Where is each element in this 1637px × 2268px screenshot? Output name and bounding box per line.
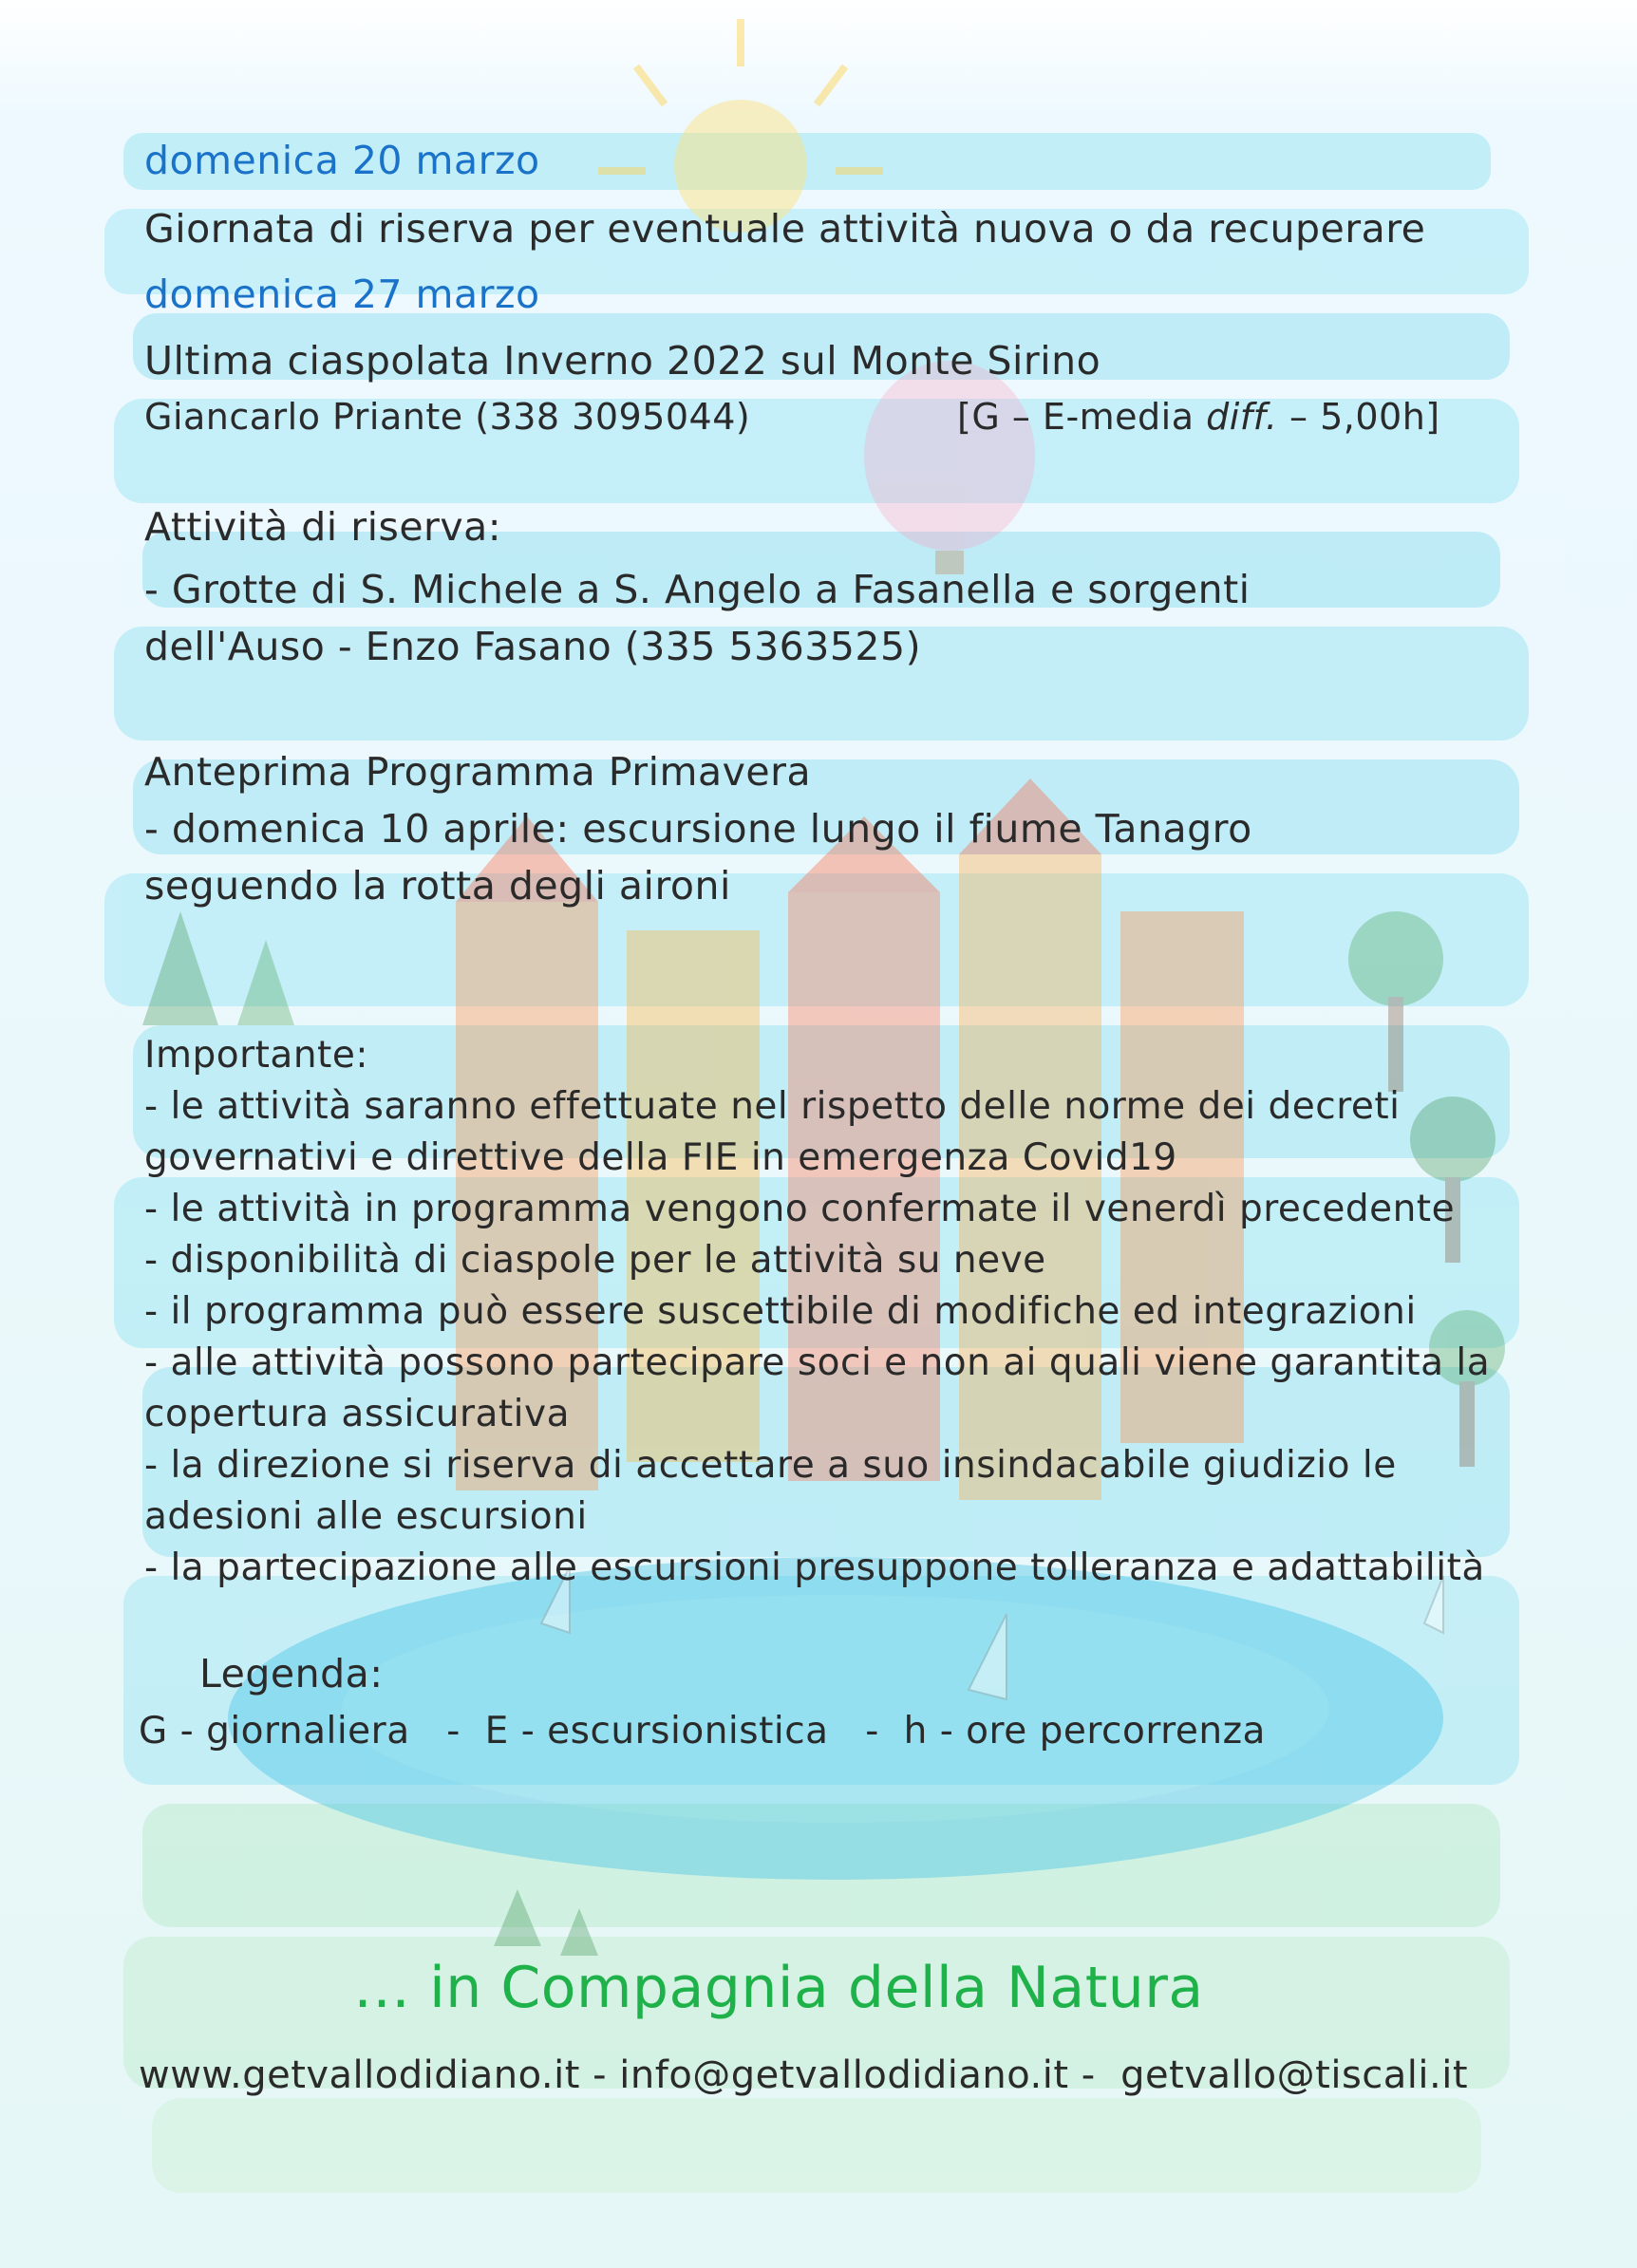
- important-line: - il programma può essere suscettibile di modifiche ed integrazioni: [144, 1290, 1417, 1333]
- event-description: Ultima ciaspolata Inverno 2022 sul Monte Sirino: [144, 338, 1101, 384]
- event-date: domenica 27 marzo: [144, 272, 540, 317]
- event-rating: [957, 397, 1440, 439]
- event-leader: Giancarlo Priante (338 3095044): [144, 396, 751, 438]
- preview-title: Anteprima Programma Primavera: [144, 749, 812, 795]
- important-line: adesioni alle escursioni: [144, 1495, 588, 1538]
- footer-contacts: www.getvallodidiano.it - info@getvallodidiano.it - getvallo@tiscali.it: [139, 2053, 1469, 2097]
- legend-title: Legenda:: [199, 1651, 384, 1696]
- preview-item: - domenica 10 aprile: escursione lungo il fiume Tanagro: [144, 806, 1252, 852]
- event-date: domenica 20 marzo: [144, 138, 540, 183]
- important-line: - le attività saranno effettuate nel rispetto delle norme dei decreti: [144, 1085, 1401, 1128]
- rating-suffix: – 5,00h]: [1277, 396, 1440, 438]
- motto: … in Compagnia della Natura: [353, 1955, 1204, 2021]
- rating-prefix: [G – E-media: [957, 396, 1207, 438]
- important-line: - la partecipazione alle escursioni presuppone tolleranza e adattabilità: [144, 1546, 1485, 1589]
- important-line: - disponibilità di ciaspole per le attività su neve: [144, 1239, 1046, 1282]
- important-line: - la direzione si riserva di accettare a suo insindacabile giudizio le: [144, 1444, 1397, 1487]
- reserve-title: Attività di riserva:: [144, 504, 502, 550]
- important-line: - le attività in programma vengono confermate il venerdì precedente: [144, 1188, 1456, 1230]
- important-line: governativi e direttive della FIE in emergenza Covid19: [144, 1136, 1177, 1179]
- preview-item-cont: seguendo la rotta degli aironi: [144, 863, 731, 909]
- rating-difficulty: diff.: [1206, 396, 1278, 438]
- important-line: - alle attività possono partecipare soci e non ai quali viene garantita la: [144, 1341, 1491, 1384]
- reserve-item-cont: dell'Auso - Enzo Fasano (335 5363525): [144, 624, 922, 669]
- important-line: copertura assicurativa: [144, 1393, 570, 1435]
- reserve-item: - Grotte di S. Michele a S. Angelo a Fasanella e sorgenti: [144, 567, 1251, 612]
- important-title: Importante:: [144, 1034, 368, 1077]
- event-description: Giornata di riserva per eventuale attività nuova o da recuperare: [144, 206, 1426, 252]
- legend-text: G - giornaliera - E - escursionistica - h - ore percorrenza: [139, 1710, 1266, 1753]
